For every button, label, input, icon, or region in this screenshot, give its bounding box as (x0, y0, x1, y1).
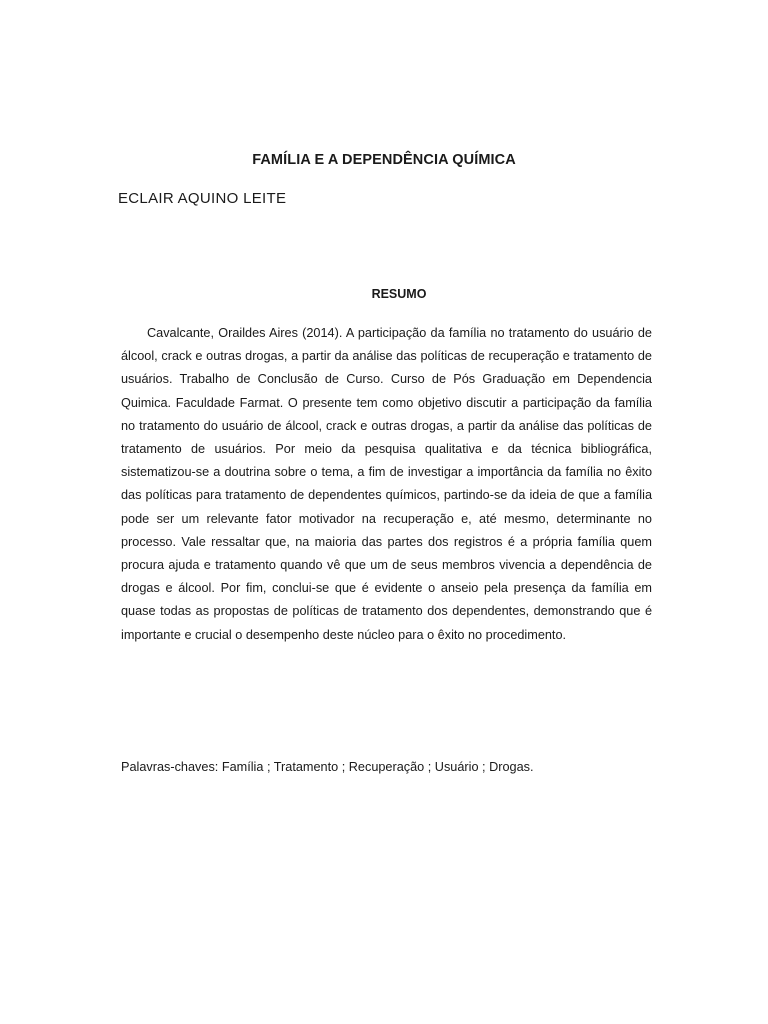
abstract-paragraph: Cavalcante, Oraildes Aires (2014). A participação da família no tratamento do usuário de álcool, crack e outras drogas, a partir da análise das políticas de recuperação e tratamento de usuários. Trabalho de Conclusão de Curso. Curso de Pós Graduação em Dependencia Quimica. Faculdade Farmat. O presente tem como objetivo discutir a participação da família no tratamento do usuário de álcool, crack e outras drogas, a partir da análise das políticas de tratamento de usuários. Por meio da pesquisa qualitativa e da técnica bibliográfica, sistematizou-se a doutrina sobre o tema, a fim de investigar a importância da família no êxito das políticas para tratamento de dependentes químicos, partindo-se da ideia de que a família pode ser um relevante fator motivador na recuperação e, até mesmo, determinante no processo. Vale ressaltar que, na maioria das partes dos registros é a própria família quem procura ajuda e tratamento quando vê que um de seus membros vivencia a dependência de drogas e álcool. Por fim, conclui-se que é evidente o anseio pela presença da família em quase todas as propostas de políticas de tratamento dos dependentes, demonstrando que é importante e crucial o desempenho deste núcleo para o êxito no procedimento. (121, 326, 652, 642)
author-name: ECLAIR AQUINO LEITE (118, 190, 287, 207)
abstract-heading: RESUMO (371, 287, 427, 301)
document-title: FAMÍLIA E A DEPENDÊNCIA QUÍMICA (252, 152, 516, 168)
keywords-line: Palavras-chaves: Família ; Tratamento ; Recuperação ; Usuário ; Drogas. (121, 760, 534, 774)
